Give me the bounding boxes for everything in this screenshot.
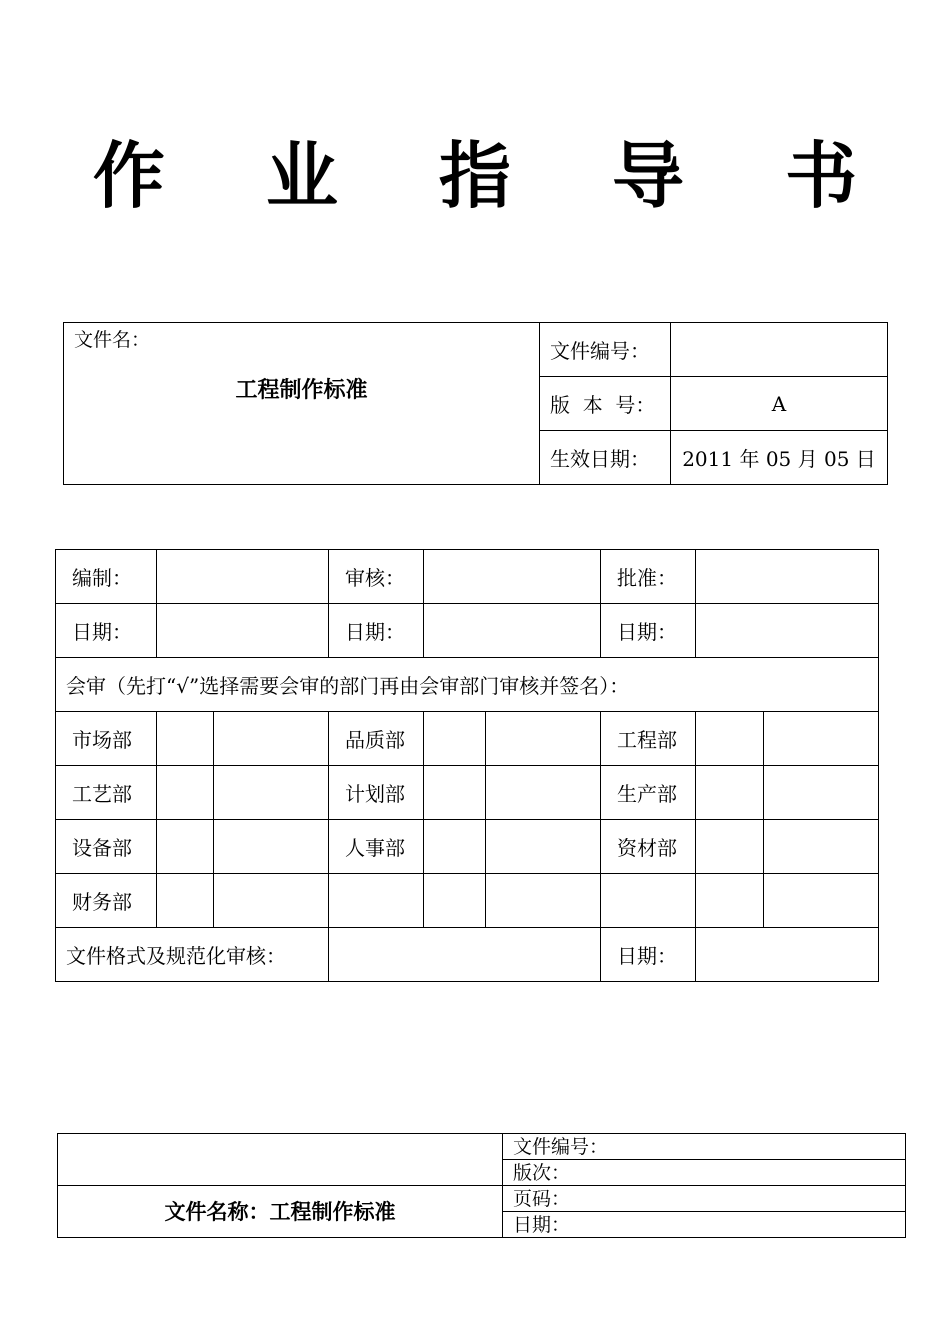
file-name-value: 工程制作标准 xyxy=(235,378,368,403)
file-number-value xyxy=(671,323,888,377)
dept-label xyxy=(329,874,424,928)
countersign-note: 会审（先打“√”选择需要会审的部门再由会审部门审核并签名）： xyxy=(56,658,879,712)
dept-sign-cell xyxy=(764,874,879,928)
footer-version: 版次： xyxy=(503,1160,906,1186)
dept-sign-cell xyxy=(214,820,329,874)
dept-label: 工艺部 xyxy=(56,766,157,820)
dept-check-cell[interactable] xyxy=(157,820,214,874)
review-signature xyxy=(424,550,601,604)
compile-label: 编制： xyxy=(56,550,157,604)
dept-label: 生产部 xyxy=(601,766,696,820)
version-value: A xyxy=(671,377,888,431)
file-name-cell xyxy=(64,323,540,485)
dept-sign-cell xyxy=(764,712,879,766)
dept-check-cell[interactable] xyxy=(157,766,214,820)
dept-check-cell[interactable] xyxy=(424,712,486,766)
dept-check-cell[interactable] xyxy=(424,766,486,820)
dept-sign-cell xyxy=(486,766,601,820)
footer-file-number: 文件编号： xyxy=(503,1134,906,1160)
dept-check-cell[interactable] xyxy=(157,874,214,928)
dept-sign-cell xyxy=(214,766,329,820)
compile-date-value xyxy=(157,604,329,658)
dept-sign-cell xyxy=(764,766,879,820)
dept-sign-cell xyxy=(214,874,329,928)
dept-label: 财务部 xyxy=(56,874,157,928)
version-label: 版 本 号： xyxy=(540,377,671,431)
approve-label: 批准： xyxy=(601,550,696,604)
document-title: 作 业 指 导 书 xyxy=(92,134,896,218)
dept-check-cell[interactable] xyxy=(424,820,486,874)
review-label: 审核： xyxy=(329,550,424,604)
effective-date-label: 生效日期： xyxy=(540,431,671,485)
format-review-signature xyxy=(329,928,601,982)
footer-page: 页码： xyxy=(503,1186,906,1212)
compile-signature xyxy=(157,550,329,604)
compile-date-label: 日期： xyxy=(56,604,157,658)
dept-label: 工程部 xyxy=(601,712,696,766)
effective-date-value: 2011 年 05 月 05 日 xyxy=(671,431,888,485)
footer-date: 日期： xyxy=(503,1212,906,1238)
dept-check-cell[interactable] xyxy=(424,874,486,928)
dept-label: 人事部 xyxy=(329,820,424,874)
format-review-label: 文件格式及规范化审核： xyxy=(56,928,329,982)
file-name-label: 文件名： xyxy=(74,329,151,351)
approval-table xyxy=(55,549,879,982)
dept-label: 市场部 xyxy=(56,712,157,766)
footer-table xyxy=(57,1133,906,1238)
approve-date-label: 日期： xyxy=(601,604,696,658)
dept-label: 资材部 xyxy=(601,820,696,874)
dept-sign-cell xyxy=(486,712,601,766)
format-date-value xyxy=(696,928,879,982)
dept-label: 品质部 xyxy=(329,712,424,766)
dept-sign-cell xyxy=(764,820,879,874)
dept-sign-cell xyxy=(486,820,601,874)
review-date-label: 日期： xyxy=(329,604,424,658)
format-date-label: 日期： xyxy=(601,928,696,982)
dept-check-cell[interactable] xyxy=(157,712,214,766)
footer-file-name: 文件名称：工程制作标准 xyxy=(58,1186,503,1238)
dept-label: 设备部 xyxy=(56,820,157,874)
approve-signature xyxy=(696,550,879,604)
file-info-table xyxy=(63,322,888,485)
review-date-value xyxy=(424,604,601,658)
footer-blank-cell xyxy=(58,1134,503,1186)
approve-date-value xyxy=(696,604,879,658)
dept-check-cell[interactable] xyxy=(696,874,764,928)
dept-label: 计划部 xyxy=(329,766,424,820)
dept-check-cell[interactable] xyxy=(696,766,764,820)
dept-check-cell[interactable] xyxy=(696,820,764,874)
dept-label xyxy=(601,874,696,928)
dept-check-cell[interactable] xyxy=(696,712,764,766)
file-number-label: 文件编号： xyxy=(540,323,671,377)
dept-sign-cell xyxy=(486,874,601,928)
dept-sign-cell xyxy=(214,712,329,766)
